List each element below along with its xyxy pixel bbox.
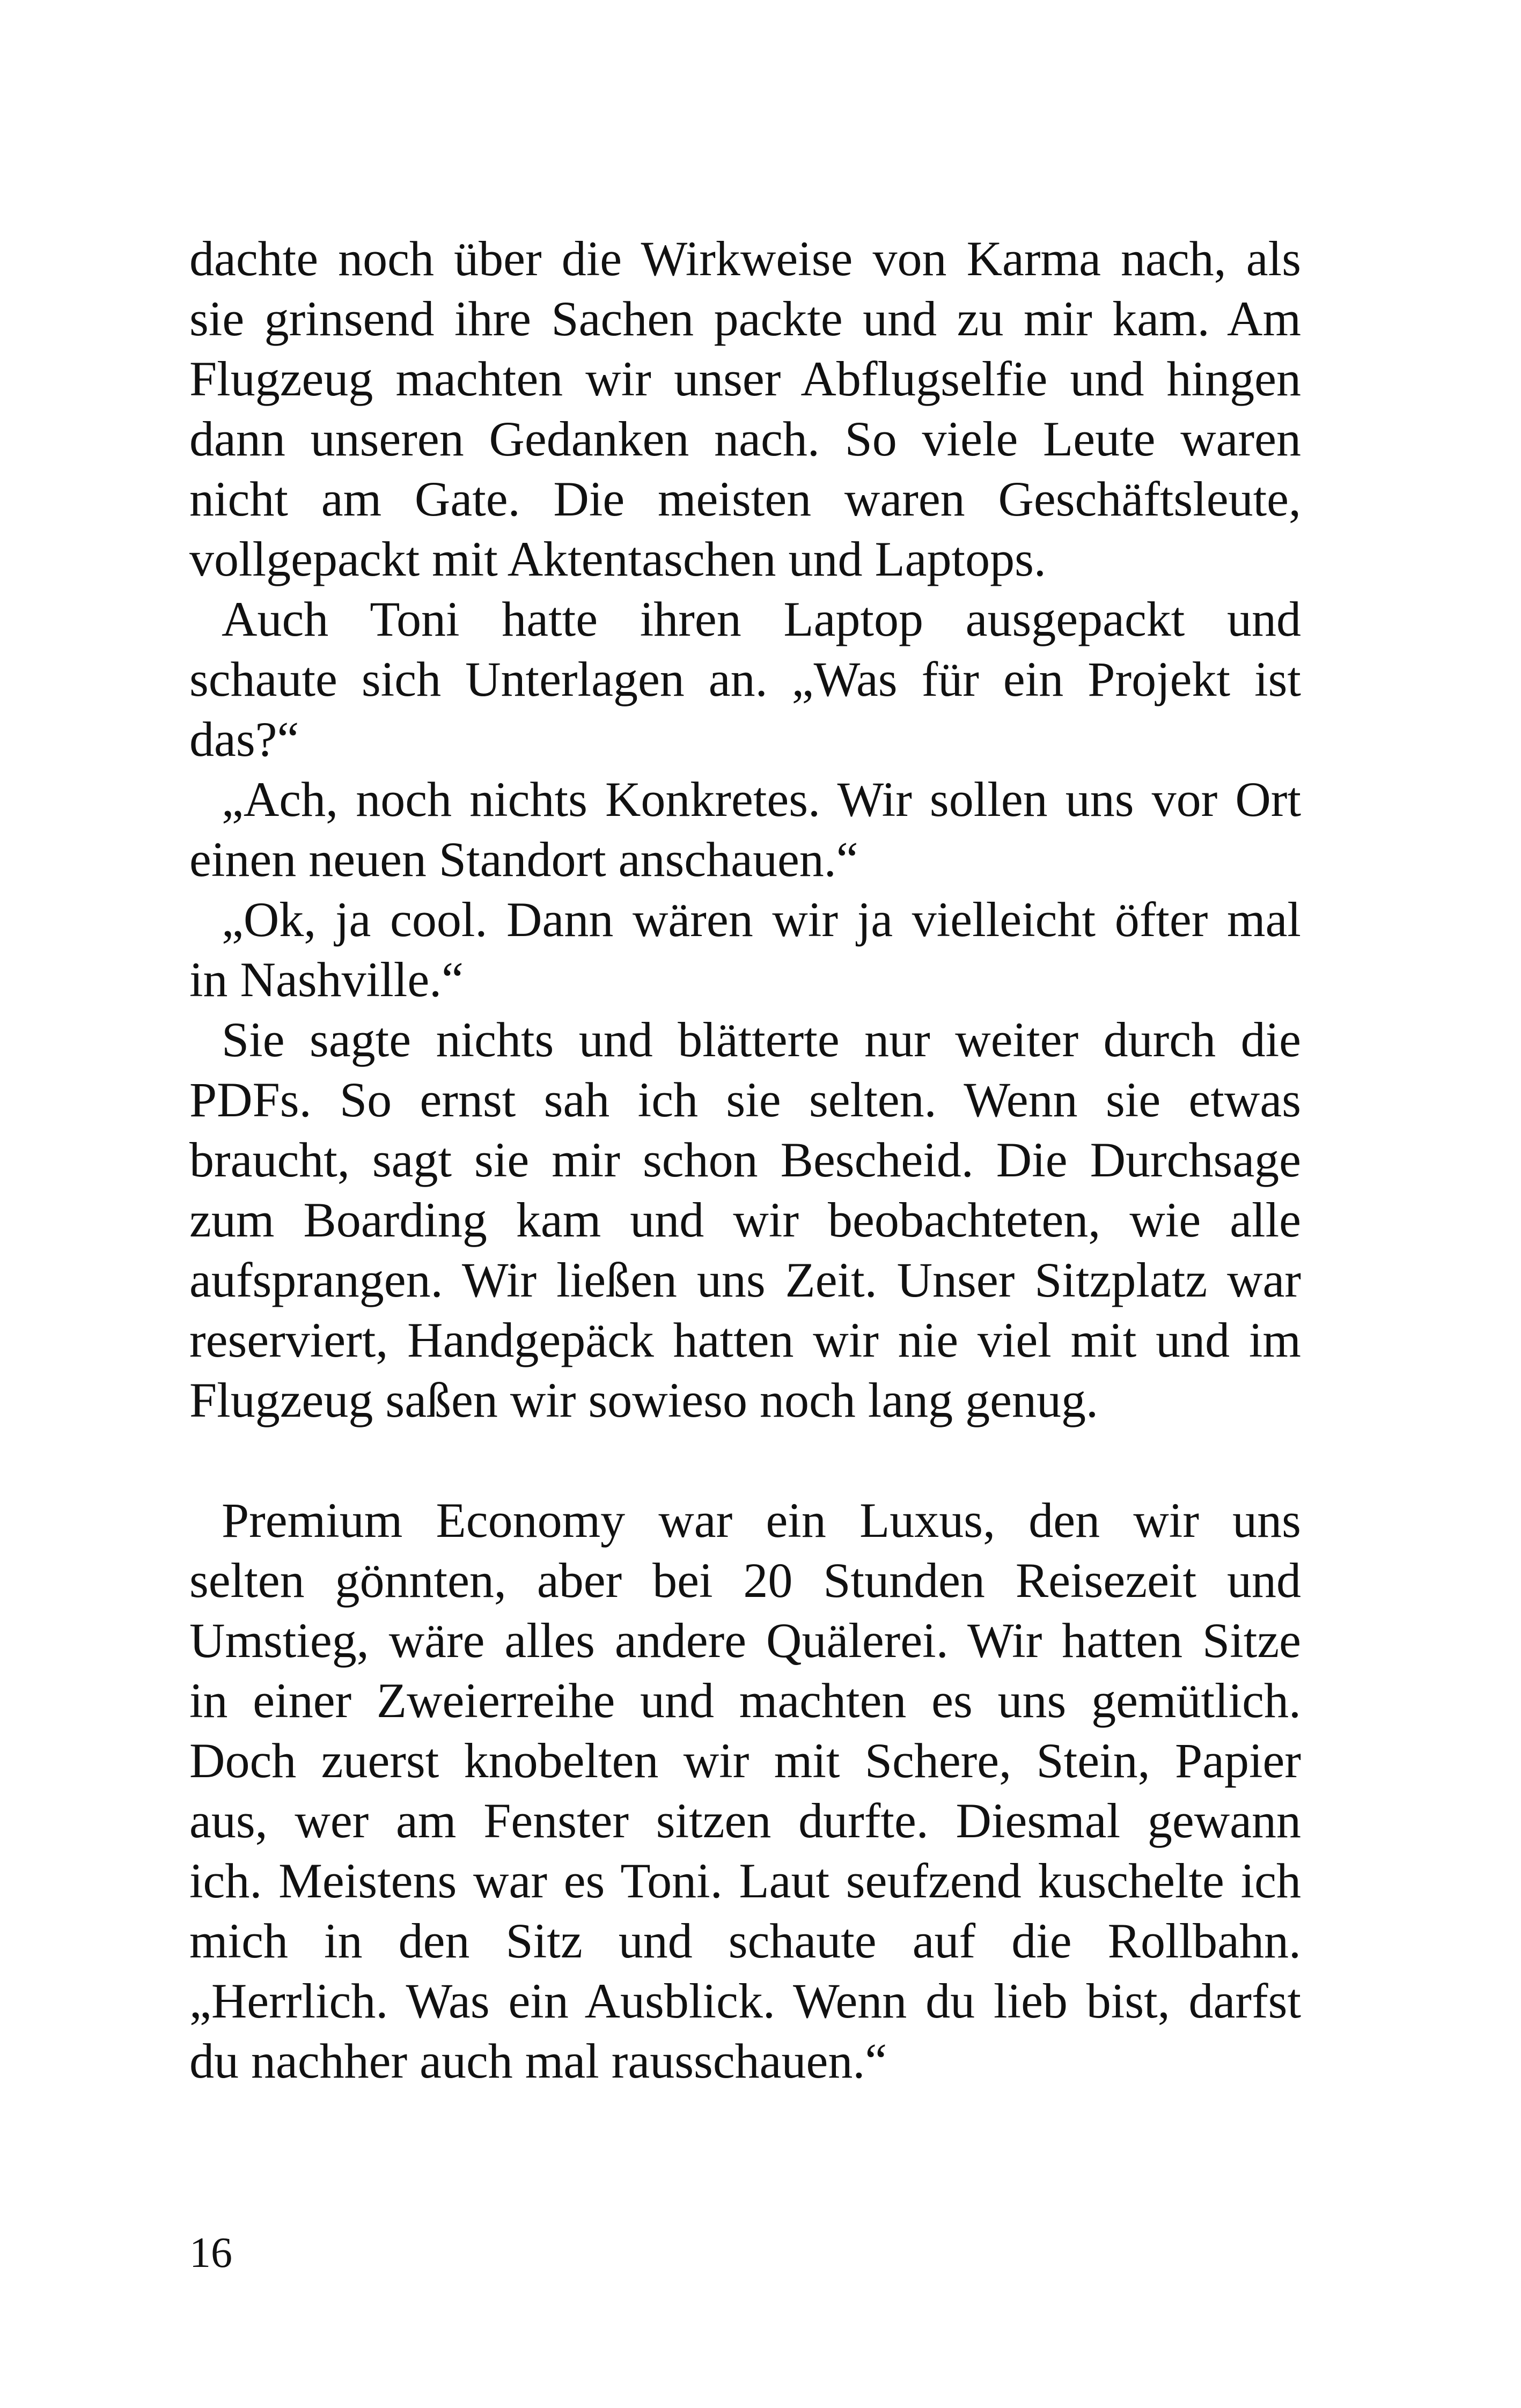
text-line: mich in den Sitz und schaute auf die Rollbahn. (189, 1913, 1301, 1968)
text-line: selten gönnten, aber bei 20 Stunden Reisezeit und (189, 1553, 1301, 1608)
text-line: du nachher auch mal rausschauen.“ (189, 2034, 887, 2088)
text-line: in Nashville.“ (189, 952, 464, 1007)
text-line: aus, wer am Fenster sitzen durfte. Diesmal gewann (189, 1793, 1301, 1848)
text-line: Umstieg, wäre alles andere Quälerei. Wir hatten Sitze (189, 1613, 1301, 1668)
text-line: Sie sagte nichts und blätterte nur weiter durch die (222, 1012, 1301, 1067)
text-line: PDFs. So ernst sah ich sie selten. Wenn sie etwas (189, 1072, 1301, 1127)
text-line: „Herrlich. Was ein Ausblick. Wenn du lieb bist, darfst (189, 1973, 1301, 2028)
text-line: ich. Meistens war es Toni. Laut seufzend kuschelte ich (189, 1853, 1301, 1908)
body-text (189, 229, 1301, 2091)
text-line: Flugzeug machten wir unser Abflugselfie und hingen (189, 351, 1301, 406)
text-line: Auch Toni hatte ihren Laptop ausgepackt und (222, 592, 1301, 646)
text-line: aufsprangen. Wir ließen uns Zeit. Unser Sitzplatz war (189, 1253, 1301, 1307)
text-line: reserviert, Handgepäck hatten wir nie viel mit und im (189, 1313, 1301, 1367)
section-break (189, 1430, 1301, 1490)
text-line: zum Boarding kam und wir beobachteten, wie alle (189, 1192, 1301, 1247)
page-number: 16 (189, 2229, 232, 2277)
text-line: Premium Economy war ein Luxus, den wir uns (222, 1493, 1301, 1548)
text-line: nicht am Gate. Die meisten waren Geschäftsleute, (189, 472, 1301, 526)
text-line: sie grinsend ihre Sachen packte und zu mir kam. Am (189, 291, 1301, 346)
text-line: Doch zuerst knobelten wir mit Schere, Stein, Papier (189, 1733, 1301, 1788)
text-line: braucht, sagt sie mir schon Bescheid. Die Durchsage (189, 1132, 1301, 1187)
text-line: schaute sich Unterlagen an. „Was für ein Projekt ist (189, 652, 1301, 706)
text-line: einen neuen Standort anschauen.“ (189, 832, 858, 887)
text-line: in einer Zweierreihe und machten es uns gemütlich. (189, 1673, 1301, 1728)
text-line: dann unseren Gedanken nach. So viele Leute waren (189, 411, 1301, 466)
text-line: vollgepackt mit Aktentaschen und Laptops. (189, 532, 1046, 586)
text-line: dachte noch über die Wirkweise von Karma nach, als (189, 231, 1301, 286)
text-line: Flugzeug saßen wir sowieso noch lang genug. (189, 1373, 1099, 1427)
text-line: „Ach, noch nichts Konkretes. Wir sollen uns vor Ort (222, 772, 1301, 827)
text-line: das?“ (189, 712, 299, 767)
text-line: „Ok, ja cool. Dann wären wir ja vielleicht öfter mal (222, 892, 1301, 947)
